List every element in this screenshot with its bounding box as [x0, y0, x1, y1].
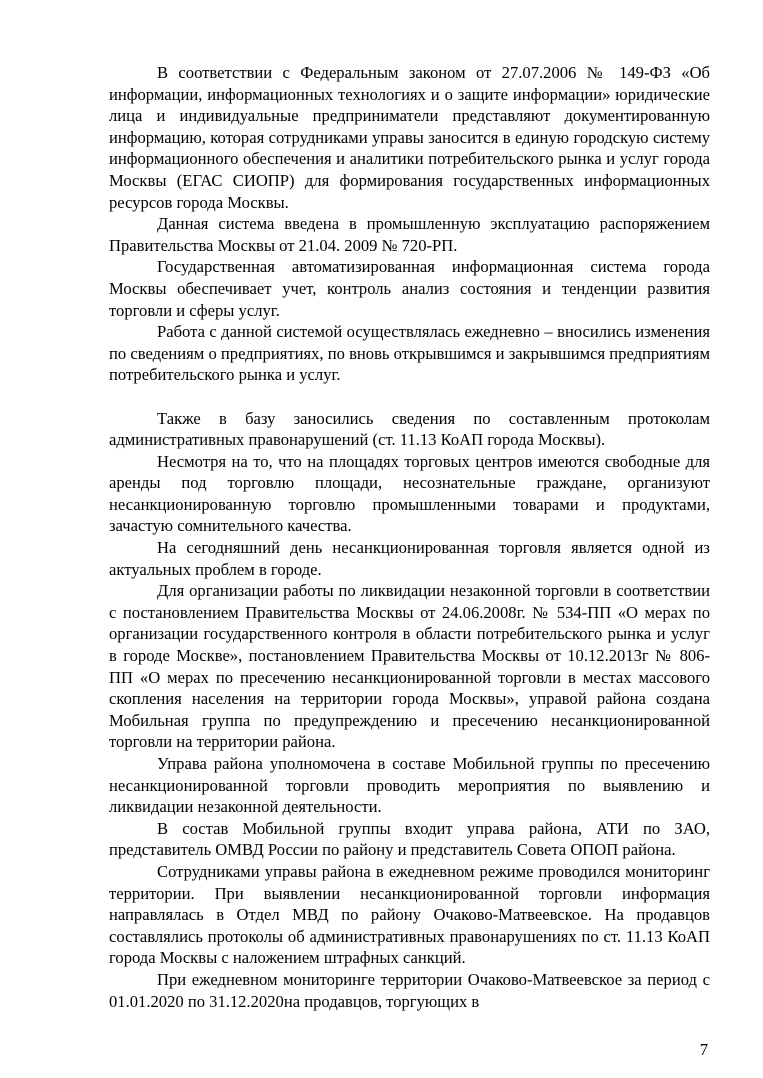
paragraph-9: Управа района уполномочена в составе Мобильной группы по пресечению несанкционированной торговли проводить мероприятия по выявлению и ликвидации незаконной деятельности.: [109, 754, 710, 817]
paragraph-12: При ежедневном мониторинге территории Очаково-Матвеевское за период с 01.01.2020 по 31.12.2020на продавцов, торгующих в: [109, 969, 710, 1011]
paragraph-8: Для организации работы по ликвидации незаконной торговли в соответствии с постановлением Правительства Москвы от 24.06.2008г. № 534-ПП «О мерах по организации государственного контроля в области потребительского рынка и услуг в городе Москве», постановлением Правительства Москвы от 10.12.2013г № 806-ПП «О мерах по пресечению несанкционированной торговли в местах массового скопления населения на территории города Москвы», управой района создана Мобильная группа по предупреждению и пресечению несанкционированной торговли на территории района.: [109, 581, 710, 752]
paragraph-6: Несмотря на то, что на площадях торговых центров имеются свободные для аренды под торговлю площади, несознательные граждане, организуют несанкционированную торговлю промышленными товарами и продуктами, зачастую сомнительного качества.: [109, 451, 710, 536]
paragraph-3: Государственная автоматизированная информационная система города Москвы обеспечивает учет, контроль анализ состояния и тенденции развития торговли и сферы услуг.: [109, 257, 710, 320]
paragraph-2: Данная система введена в промышленную эксплуатацию распоряжением Правительства Москвы от 21.04. 2009 № 720-РП.: [109, 214, 710, 255]
paragraph-11: Сотрудниками управы района в ежедневном режиме проводился мониторинг территории. При выявлении несанкционированной торговли информация направлялась в Отдел МВД по району Очаково-Матвеевское. На продавцов составлялись протоколы об административных правонарушениях по ст. 11.13 КоАП города Москвы с наложением штрафных санкций.: [109, 861, 710, 968]
page-number: 7: [699, 1040, 708, 1059]
paragraph-7: На сегодняшний день несанкционированная торговля является одной из актуальных проблем в городе.: [109, 538, 710, 579]
paragraph-10: В состав Мобильной группы входит управа района, АТИ по ЗАО, представитель ОМВД России по району и представитель Совета ОПОП района.: [109, 818, 710, 860]
paragraph-4: Работа с данной системой осуществлялась ежедневно – вносились изменения по сведениям о предприятиях, по вновь открывшимся и закрывшимся предприятиям потребительского рынка и услуг.: [109, 322, 710, 385]
paragraph-1: В соответствии с Федеральным законом от 27.07.2006 № 149-ФЗ «Об информации, информационных технологиях и о защите информации» юридические лица и индивидуальные предприниматели представляют документированную информацию, которая сотрудниками управы заносится в единую городскую систему информационного обеспечения и аналитики потребительского рынка и услуг города Москвы (ЕГАС СИОПР) для формирования государственных информационных ресурсов города Москвы.: [109, 63, 710, 212]
paragraph-5: Также в базу заносились сведения по составленным протоколам административных правонарушений (ст. 11.13 КоАП города Москвы).: [109, 408, 710, 450]
document-body: [109, 62, 710, 1012]
